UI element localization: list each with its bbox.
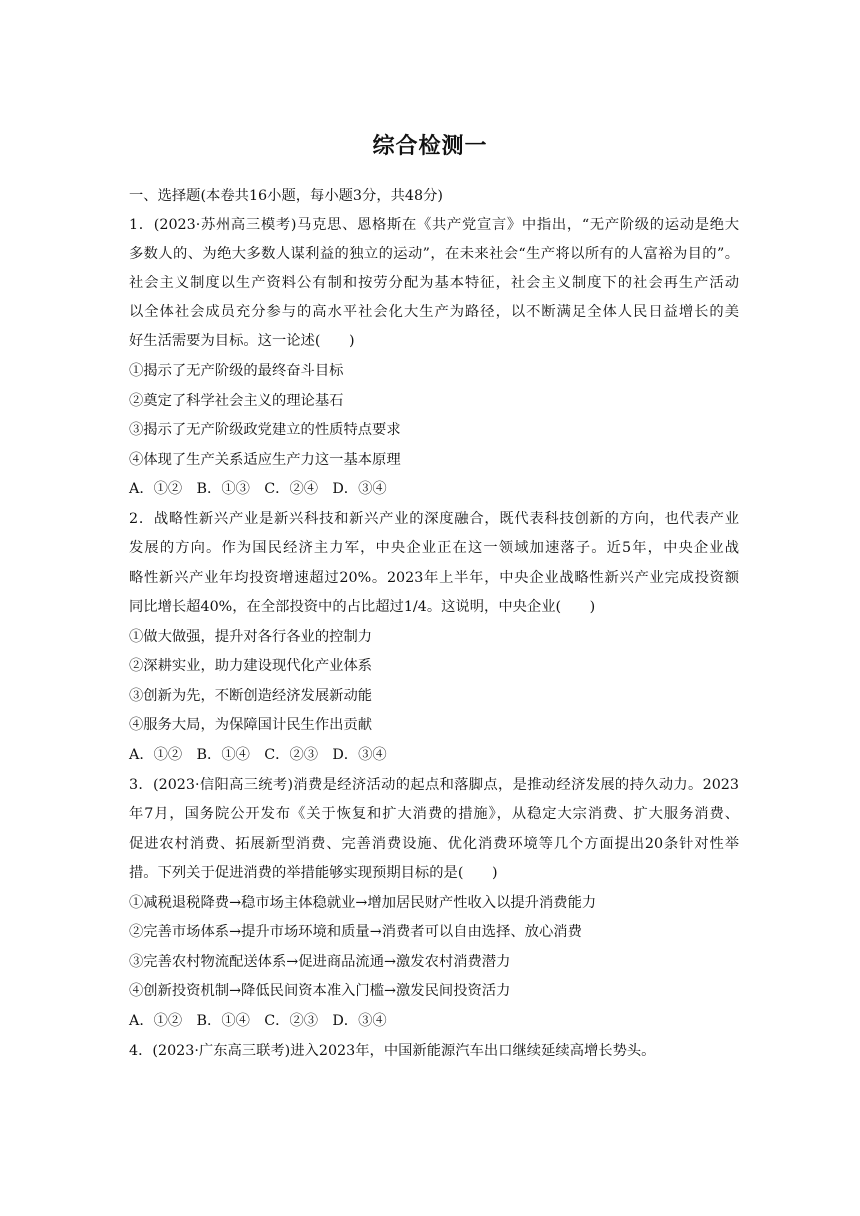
q2-stem-line: 同比增长超40%，在全部投资中的占比超过1/4。这说明，中央企业( ) bbox=[129, 599, 596, 615]
q2-option: ③创新为先，不断创造经济发展新动能 bbox=[129, 688, 373, 704]
q3-stem-line: 措。下列关于促进消费的举措能够实现预期目标的是( ) bbox=[129, 865, 498, 881]
q3-option: ③完善农村物流配送体系→促进商品流通→激发农村消费潜力 bbox=[129, 954, 511, 970]
q2-option: ①做大做强，提升对各行各业的控制力 bbox=[129, 629, 373, 645]
q3-option: ①减税退税降费→稳市场主体稳就业→增加居民财产性收入以提升消费能力 bbox=[129, 895, 597, 911]
q3-option: ②完善市场体系→提升市场环境和质量→消费者可以自由选择、放心消费 bbox=[129, 924, 582, 940]
q1-stem-line: 1．(2023·苏州高三模考)马克思、恩格斯在《共产党宣言》中指出，“无产阶级的运动是绝大 bbox=[129, 217, 739, 233]
section-header: 一、选择题(本卷共16小题，每小题3分，共48分) bbox=[129, 188, 443, 204]
q2-stem-line: 2．战略性新兴产业是新兴科技和新兴产业的深度融合，既代表科技创新的方向，也代表产业 bbox=[129, 511, 739, 527]
q1-stem-line: 好生活需要为目标。这一论述( ) bbox=[129, 333, 355, 349]
q3-stem-line: 3．(2023·信阳高三统考)消费是经济活动的起点和落脚点，是推动经济发展的持久动力。2023 bbox=[129, 777, 739, 793]
q3-choices: A．①② B．①④ C．②③ D．③④ bbox=[129, 1013, 387, 1029]
q2-stem-line: 略性新兴产业年均投资增速超过20%。2023年上半年，中央企业战略性新兴产业完成投资额 bbox=[129, 570, 739, 586]
q1-option: ②奠定了科学社会主义的理论基石 bbox=[129, 393, 344, 409]
q1-stem-line: 以全体社会成员充分参与的高水平社会化大生产为路径，以不断满足全体人民日益增长的美 bbox=[129, 304, 739, 320]
q1-stem-line: 社会主义制度以生产资料公有制和按劳分配为基本特征，社会主义制度下的社会再生产活动 bbox=[129, 275, 739, 291]
q2-option: ④服务大局，为保障国计民生作出贡献 bbox=[129, 717, 373, 733]
q2-stem-line: 发展的方向。作为国民经济主力军，中央企业正在这一领域加速落子。近5年，中央企业战 bbox=[129, 540, 739, 556]
q2-choices: A．①② B．①④ C．②③ D．③④ bbox=[129, 747, 387, 763]
q1-option: ①揭示了无产阶级的最终奋斗目标 bbox=[129, 363, 344, 379]
q1-stem-line: 多数人的、为绝大多数人谋利益的独立的运动”，在未来社会“生产将以所有的人富裕为目的”。 bbox=[129, 246, 739, 262]
q3-stem-line: 年7月，国务院公开发布《关于恢复和扩大消费的措施》，从稳定大宗消费、扩大服务消费、 bbox=[129, 806, 739, 822]
q2-option: ②深耕实业，助力建设现代化产业体系 bbox=[129, 658, 373, 674]
page-title: 综合检测一 bbox=[372, 134, 488, 159]
q3-stem-line: 促进农村消费、拓展新型消费、完善消费设施、优化消费环境等几个方面提出20条针对性举 bbox=[129, 836, 739, 852]
q1-option: ④体现了生产关系适应生产力这一基本原理 bbox=[129, 452, 401, 468]
q3-option: ④创新投资机制→降低民间资本准入门槛→激发民间投资活力 bbox=[129, 983, 511, 999]
q1-choices: A．①② B．①③ C．②④ D．③④ bbox=[129, 481, 387, 497]
q4-stem-line: 4．(2023·广东高三联考)进入2023年，中国新能源汽车出口继续延续高增长势头。 bbox=[129, 1043, 656, 1059]
q1-option: ③揭示了无产阶级政党建立的性质特点要求 bbox=[129, 422, 401, 438]
